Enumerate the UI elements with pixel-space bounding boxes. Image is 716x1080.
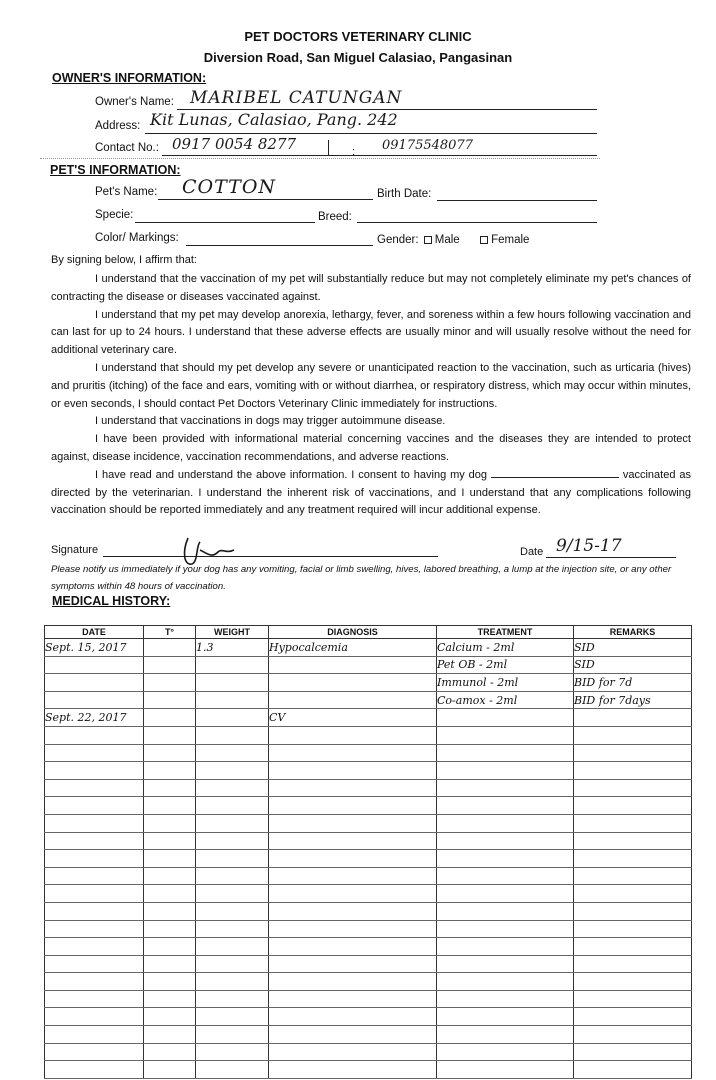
- table-cell-temp: [144, 1043, 196, 1061]
- table-cell-remarks: [574, 709, 692, 727]
- table-cell-weight: [196, 1026, 269, 1044]
- table-cell-weight: [196, 797, 269, 815]
- table-cell-remarks: [574, 938, 692, 956]
- table-cell-diagnosis: [269, 709, 437, 727]
- table-cell-date: [45, 779, 144, 797]
- pet-name-field-line: [158, 199, 373, 200]
- table-cell-diagnosis: [269, 850, 437, 868]
- col-weight: WEIGHT: [196, 626, 269, 639]
- table-cell-treatment: [437, 674, 574, 692]
- table-cell-date: [45, 656, 144, 674]
- table-cell-remarks: [574, 779, 692, 797]
- consent-paragraph-1: I understand that the vaccination of my pet will substantially reduce but may not completely eliminate my pet's chances of contracting the disease or diseases vaccinated against.: [51, 273, 691, 303]
- table-cell-remarks: [574, 920, 692, 938]
- contact-separator: [328, 140, 329, 156]
- table-cell-treatment: [437, 1061, 574, 1079]
- table-cell-date: [45, 1026, 144, 1044]
- gender-label: Gender:: [377, 234, 419, 246]
- table-cell-remarks: [574, 850, 692, 868]
- female-checkbox[interactable]: [480, 236, 488, 244]
- table-cell-temp: [144, 779, 196, 797]
- table-row: [45, 1043, 692, 1061]
- table-cell-temp: [144, 744, 196, 762]
- table-cell-weight: [196, 938, 269, 956]
- table-cell-diagnosis: [269, 1026, 437, 1044]
- birth-date-field-line: [437, 200, 597, 201]
- table-cell-treatment: [437, 850, 574, 868]
- specie-label: Specie:: [95, 209, 134, 221]
- table-row: [45, 762, 692, 780]
- table-cell-weight: [196, 762, 269, 780]
- col-date: DATE: [45, 626, 144, 639]
- table-cell-diagnosis: [269, 762, 437, 780]
- treatment-entry: Calcium - 2ml: [437, 640, 515, 654]
- table-cell-weight: [196, 920, 269, 938]
- table-cell-diagnosis: [269, 885, 437, 903]
- col-diagnosis: DIAGNOSIS: [269, 626, 437, 639]
- table-cell-temp: [144, 1061, 196, 1079]
- table-cell-remarks: [574, 1026, 692, 1044]
- table-cell-weight: [196, 744, 269, 762]
- table-cell-remarks: [574, 639, 692, 657]
- table-cell-treatment: [437, 1008, 574, 1026]
- clinic-name: PET DOCTORS VETERINARY CLINIC: [244, 29, 472, 44]
- table-cell-temp: [144, 762, 196, 780]
- section-divider: [40, 158, 600, 159]
- consent-p6-end: as directed by the veterinarian. I understand the inherent risk of vaccinations, and I understand that any complications following vaccination should be reported immediately and any treatment required will incur additional expense.: [51, 468, 692, 517]
- table-cell-weight: [196, 850, 269, 868]
- table-cell-diagnosis: [269, 955, 437, 973]
- pet-section-heading: PET'S INFORMATION:: [50, 163, 181, 177]
- table-cell-date: [45, 920, 144, 938]
- table-cell-temp: [144, 797, 196, 815]
- table-cell-diagnosis: [269, 973, 437, 991]
- table-cell-diagnosis: [269, 656, 437, 674]
- consent-p6-vaccinated: vaccinated: [622, 468, 676, 481]
- table-cell-diagnosis: [269, 1043, 437, 1061]
- table-cell-temp: [144, 1008, 196, 1026]
- table-cell-date: [45, 1043, 144, 1061]
- table-cell-date: [45, 850, 144, 868]
- table-cell-weight: [196, 867, 269, 885]
- table-cell-treatment: [437, 832, 574, 850]
- table-cell-temp: [144, 973, 196, 991]
- table-cell-treatment: [437, 709, 574, 727]
- table-cell-date: [45, 990, 144, 1008]
- date-entry: Sept. 15, 2017: [45, 640, 127, 654]
- male-label: Male: [434, 234, 460, 246]
- remarks-entry: BID for 7d: [574, 675, 633, 689]
- table-row: [45, 902, 692, 920]
- pet-name-label: Pet's Name:: [95, 186, 158, 198]
- table-row: [45, 797, 692, 815]
- table-row: [45, 990, 692, 1008]
- table-cell-treatment: [437, 1043, 574, 1061]
- table-row: [45, 814, 692, 832]
- table-cell-temp: [144, 726, 196, 744]
- table-cell-remarks: [574, 1043, 692, 1061]
- table-row: [45, 885, 692, 903]
- date-label: Date: [520, 546, 544, 558]
- table-cell-weight: [196, 955, 269, 973]
- table-header-row: [45, 626, 692, 639]
- table-row: [45, 850, 692, 868]
- table-row: [45, 674, 692, 692]
- table-cell-weight: [196, 814, 269, 832]
- table-cell-diagnosis: [269, 832, 437, 850]
- table-cell-weight: [196, 726, 269, 744]
- table-cell-temp: [144, 990, 196, 1008]
- table-row: [45, 1026, 692, 1044]
- consent-paragraph-5: I have been provided with informational material concerning vaccines and the diseases they are intended to protect against, disease incidence, vaccination recommendations, and adverse reactions.: [51, 433, 691, 463]
- table-cell-weight: [196, 832, 269, 850]
- table-cell-diagnosis: [269, 1061, 437, 1079]
- col-remarks: REMARKS: [574, 626, 692, 639]
- table-cell-date: [45, 902, 144, 920]
- table-row: [45, 744, 692, 762]
- consent-p6-start: I have read and understand the above information. I consent to having my dog: [95, 468, 488, 481]
- table-cell-diagnosis: [269, 867, 437, 885]
- table-cell-diagnosis: [269, 726, 437, 744]
- post-vaccination-note: Please notify us immediately if your dog has any vomiting, facial or limb swelling, hives, labored breathing, a lump at the injection site, or any other symptoms within 48 hours of vaccination.: [51, 564, 672, 592]
- table-cell-date: [45, 639, 144, 657]
- table-row: [45, 639, 692, 657]
- table-row: [45, 1061, 692, 1079]
- table-cell-temp: [144, 920, 196, 938]
- owner-name-value: MARIBEL CATUNGAN: [190, 88, 403, 108]
- table-cell-temp: [144, 885, 196, 903]
- table-cell-remarks: [574, 885, 692, 903]
- table-cell-treatment: [437, 639, 574, 657]
- table-cell-remarks: [574, 726, 692, 744]
- remarks-entry: SID: [574, 640, 595, 654]
- table-cell-date: [45, 955, 144, 973]
- date-field-line: [546, 557, 676, 558]
- table-cell-diagnosis: [269, 990, 437, 1008]
- table-cell-diagnosis: [269, 814, 437, 832]
- table-cell-temp: [144, 832, 196, 850]
- breed-field-line: [357, 222, 597, 223]
- consent-body: [51, 271, 691, 520]
- table-row: [45, 938, 692, 956]
- contact-value-2: 09175548077: [382, 138, 473, 153]
- birth-date-label: Birth Date:: [377, 188, 432, 200]
- table-row: [45, 779, 692, 797]
- dog-name-blank: [491, 477, 619, 478]
- table-cell-diagnosis: [269, 902, 437, 920]
- table-cell-remarks: [574, 832, 692, 850]
- pet-name-value: COTTON: [182, 176, 277, 198]
- table-cell-temp: [144, 955, 196, 973]
- table-cell-treatment: [437, 920, 574, 938]
- date-value: 9/15-17: [556, 536, 622, 556]
- table-cell-date: [45, 691, 144, 709]
- treatment-entry: Pet OB - 2ml: [437, 658, 508, 672]
- table-cell-treatment: [437, 814, 574, 832]
- table-cell-weight: [196, 1043, 269, 1061]
- remarks-entry: SID: [574, 658, 595, 672]
- table-cell-temp: [144, 938, 196, 956]
- table-cell-temp: [144, 867, 196, 885]
- table-cell-temp: [144, 814, 196, 832]
- address-field-line: [145, 133, 597, 134]
- contact-value-1: 0917 0054 8277: [172, 135, 297, 153]
- table-cell-treatment: [437, 990, 574, 1008]
- table-cell-weight: [196, 709, 269, 727]
- table-row: [45, 1008, 692, 1026]
- table-cell-treatment: [437, 955, 574, 973]
- table-cell-remarks: [574, 762, 692, 780]
- table-cell-treatment: [437, 797, 574, 815]
- table-cell-remarks: [574, 955, 692, 973]
- table-cell-weight: [196, 656, 269, 674]
- table-cell-date: [45, 1008, 144, 1026]
- table-cell-remarks: [574, 1008, 692, 1026]
- table-cell-remarks: [574, 674, 692, 692]
- diagnosis-entry: CV: [269, 711, 286, 725]
- table-row: [45, 920, 692, 938]
- table-cell-remarks: [574, 973, 692, 991]
- table-cell-remarks: [574, 1061, 692, 1079]
- consent-paragraph-3: I understand that should my pet develop any severe or unanticipated reaction to the vaccination, such as urticaria (hives) and pruritis (itching) of the face and ears, vomiting with or without diarrhea, or respiratory distress, which may occur within minutes, or even seconds, I should contact Pet Doctors Veterinary Clinic immediately for instructions.: [51, 361, 691, 410]
- table-cell-diagnosis: [269, 779, 437, 797]
- owner-section-heading: OWNER'S INFORMATION:: [52, 71, 207, 85]
- signature-field-line: [103, 556, 438, 557]
- table-cell-remarks: [574, 744, 692, 762]
- table-cell-treatment: [437, 779, 574, 797]
- clinic-address: Diversion Road, San Miguel Calasiao, Pangasinan: [203, 50, 513, 65]
- table-cell-treatment: [437, 1026, 574, 1044]
- table-cell-weight: [196, 885, 269, 903]
- table-row: [45, 709, 692, 727]
- address-label: Address:: [95, 120, 141, 132]
- table-cell-date: [45, 726, 144, 744]
- table-cell-remarks: [574, 691, 692, 709]
- consent-paragraph-6: [51, 467, 691, 520]
- specie-field-line: [135, 222, 315, 223]
- consent-intro: By signing below, I affirm that:: [51, 254, 197, 266]
- col-treatment: TREATMENT: [437, 626, 574, 639]
- table-cell-remarks: [574, 797, 692, 815]
- color-field-line: [186, 245, 373, 246]
- col-temp: T°: [144, 626, 196, 639]
- table-cell-diagnosis: [269, 639, 437, 657]
- table-cell-temp: [144, 639, 196, 657]
- table-cell-date: [45, 674, 144, 692]
- table-cell-treatment: [437, 938, 574, 956]
- table-row: [45, 955, 692, 973]
- table-cell-treatment: [437, 656, 574, 674]
- table-cell-weight: [196, 1061, 269, 1079]
- table-cell-diagnosis: [269, 938, 437, 956]
- table-cell-date: [45, 885, 144, 903]
- table-cell-remarks: [574, 814, 692, 832]
- medical-history-heading: MEDICAL HISTORY:: [52, 594, 171, 608]
- table-cell-diagnosis: [269, 691, 437, 709]
- signature-label: Signature: [51, 544, 99, 556]
- table-cell-remarks: [574, 867, 692, 885]
- table-row: [45, 726, 692, 744]
- consent-paragraph-2: I understand that my pet may develop anorexia, lethargy, fever, and soreness within a few hours following vaccination and can last for up to 24 hours. I understand that these adverse effects are usually minor and will usually resolve without the need for additional veterinary care.: [51, 308, 691, 357]
- table-cell-treatment: [437, 867, 574, 885]
- medical-history-table: [44, 625, 692, 1079]
- breed-label: Breed:: [318, 211, 352, 223]
- consent-paragraph-4: I understand that vaccinations in dogs may trigger autoimmune disease.: [95, 415, 446, 428]
- table-cell-temp: [144, 850, 196, 868]
- table-cell-weight: [196, 1008, 269, 1026]
- table-cell-date: [45, 709, 144, 727]
- table-cell-temp: [144, 674, 196, 692]
- contact-label: Contact No.:: [95, 142, 159, 154]
- contact-separator-dot: :: [352, 146, 356, 158]
- table-cell-diagnosis: [269, 674, 437, 692]
- table-cell-treatment: [437, 726, 574, 744]
- treatment-entry: Immunol - 2ml: [437, 675, 519, 689]
- female-label: Female: [491, 234, 530, 246]
- table-cell-temp: [144, 1026, 196, 1044]
- table-cell-treatment: [437, 744, 574, 762]
- table-cell-date: [45, 814, 144, 832]
- table-row: [45, 691, 692, 709]
- contact-field-line: [162, 155, 597, 156]
- table-cell-diagnosis: [269, 744, 437, 762]
- table-cell-weight: [196, 779, 269, 797]
- weight-entry: 1.3: [196, 640, 214, 654]
- table-cell-weight: [196, 990, 269, 1008]
- table-cell-treatment: [437, 885, 574, 903]
- table-cell-weight: [196, 674, 269, 692]
- table-cell-weight: [196, 639, 269, 657]
- table-cell-date: [45, 762, 144, 780]
- male-checkbox[interactable]: [424, 236, 432, 244]
- table-cell-date: [45, 973, 144, 991]
- table-cell-treatment: [437, 902, 574, 920]
- remarks-entry: BID for 7days: [574, 693, 651, 707]
- table-cell-treatment: [437, 691, 574, 709]
- table-cell-temp: [144, 691, 196, 709]
- table-row: [45, 656, 692, 674]
- table-cell-date: [45, 797, 144, 815]
- date-entry: Sept. 22, 2017: [45, 711, 127, 725]
- table-cell-remarks: [574, 990, 692, 1008]
- table-cell-weight: [196, 691, 269, 709]
- table-row: [45, 973, 692, 991]
- table-cell-weight: [196, 973, 269, 991]
- diagnosis-entry: Hypocalcemia: [269, 640, 348, 654]
- table-cell-temp: [144, 656, 196, 674]
- table-cell-remarks: [574, 902, 692, 920]
- table-cell-date: [45, 832, 144, 850]
- table-cell-treatment: [437, 762, 574, 780]
- table-row: [45, 867, 692, 885]
- table-cell-diagnosis: [269, 1008, 437, 1026]
- table-cell-weight: [196, 902, 269, 920]
- table-cell-diagnosis: [269, 797, 437, 815]
- table-cell-date: [45, 744, 144, 762]
- color-label: Color/ Markings:: [95, 232, 179, 244]
- gender-field: [377, 234, 529, 246]
- table-cell-diagnosis: [269, 920, 437, 938]
- treatment-entry: Co-amox - 2ml: [437, 693, 518, 707]
- table-cell-date: [45, 867, 144, 885]
- table-cell-temp: [144, 709, 196, 727]
- address-value: Kit Lunas, Calasiao, Pang. 242: [150, 110, 398, 129]
- table-row: [45, 832, 692, 850]
- table-cell-remarks: [574, 656, 692, 674]
- table-cell-date: [45, 1061, 144, 1079]
- table-cell-temp: [144, 902, 196, 920]
- table-cell-treatment: [437, 973, 574, 991]
- table-cell-date: [45, 938, 144, 956]
- owner-name-label: Owner's Name:: [95, 96, 174, 108]
